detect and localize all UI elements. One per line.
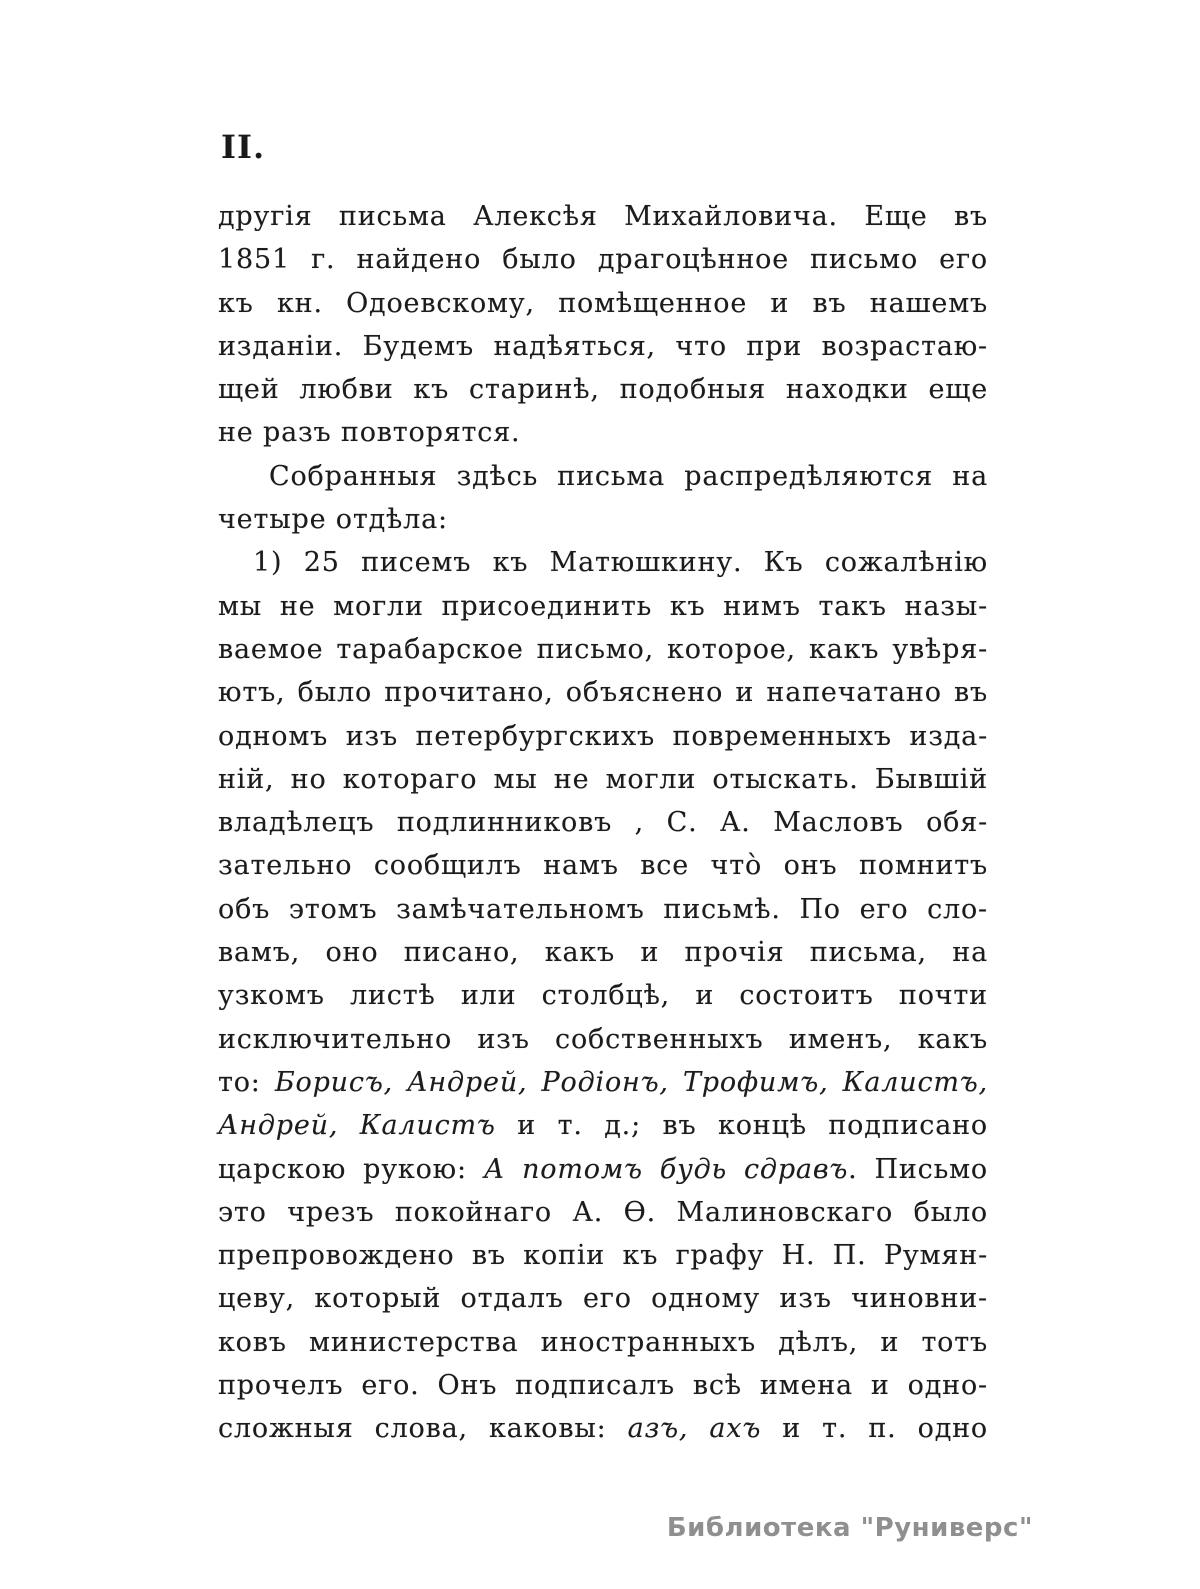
text-line [218, 1148, 988, 1191]
text-line [218, 801, 988, 844]
text-line [218, 1061, 988, 1104]
text-segment: щей любви къ старинѣ, подобныя находки еще [218, 374, 988, 406]
text-segment: четыре отдѣла: [218, 504, 448, 536]
text-line [218, 541, 988, 584]
text-segment: зательно сообщилъ намъ все что̀ онъ помнитъ [218, 850, 988, 882]
chapter-number-heading: II. [221, 128, 266, 166]
text-line [218, 585, 988, 628]
text-line [218, 498, 988, 541]
italic-text-segment: А потомъ будь сдравъ [483, 1153, 849, 1185]
text-segment: цеву, который отдалъ его одному изъ чиновни- [218, 1283, 988, 1315]
text-segment: 1) 25 писемъ къ Матюшкину. Къ сожалѣнію [253, 547, 988, 579]
text-line [218, 1234, 988, 1277]
text-segment: узкомъ листѣ или столбцѣ, и состоитъ почти [218, 980, 988, 1012]
italic-text-segment: Андрей, Калистъ [218, 1110, 496, 1142]
text-block [218, 195, 988, 1451]
text-segment: ній, но котораго мы не могли отыскать. Бывшій [218, 763, 988, 795]
text-line [218, 1191, 988, 1234]
text-line [218, 628, 988, 671]
text-segment: къ кн. Одоевскому, помѣщенное и въ нашемъ [218, 287, 988, 319]
text-line [218, 368, 988, 411]
text-segment: изданіи. Будемъ надѣяться, что при возрастаю- [218, 330, 988, 362]
text-line [218, 455, 988, 498]
text-line [218, 411, 988, 454]
text-segment: не разъ повторятся. [218, 417, 521, 449]
text-line [218, 1364, 988, 1407]
text-line [218, 195, 988, 238]
text-line [218, 238, 988, 281]
text-segment: прочелъ его. Онъ подписалъ всѣ имена и одно- [218, 1370, 988, 1402]
text-line [218, 325, 988, 368]
text-segment: 1851 г. найдено было драгоцѣнное письмо его [218, 244, 988, 276]
text-line [218, 974, 988, 1017]
text-segment: ютъ, было прочитано, объяснено и напечатано въ [218, 677, 988, 709]
text-line [218, 1321, 988, 1364]
text-segment: и т. п. одно [761, 1413, 988, 1445]
text-line [218, 931, 988, 974]
text-line [218, 671, 988, 714]
text-segment: и т. д.; въ концѣ подписано [495, 1110, 988, 1142]
text-segment: царскою рукою: [218, 1153, 484, 1185]
text-line [218, 844, 988, 887]
text-segment: препровождено въ копіи къ графу Н. П. Румян- [218, 1240, 988, 1272]
text-segment: сложныя слова, каковы: [218, 1413, 628, 1445]
text-line [218, 1104, 988, 1147]
text-segment: мы не могли присоединить къ нимъ такъ назы- [218, 590, 988, 622]
text-segment: объ этомъ замѣчательномъ письмѣ. По его сло- [218, 893, 988, 925]
text-line [218, 758, 988, 801]
text-line [218, 1277, 988, 1320]
library-watermark: Библиотека "Руниверс" [666, 1513, 1033, 1543]
text-segment: . Письмо [848, 1153, 988, 1185]
text-line [218, 1407, 988, 1450]
italic-text-segment: азъ, ахъ [627, 1413, 762, 1445]
text-segment: владѣлецъ подлинниковъ , С. А. Масловъ обя- [218, 807, 988, 839]
text-segment: исключительно изъ собственныхъ именъ, какъ [218, 1023, 988, 1055]
text-line [218, 715, 988, 758]
text-segment: одномъ изъ петербургскихъ повременныхъ изда- [218, 720, 988, 752]
text-segment: Собранныя здѣсь письма распредѣляются на [269, 460, 988, 492]
text-line [218, 888, 988, 931]
italic-text-segment: Борисъ, Андрей, Родіонъ, Трофимъ, Калистъ, [274, 1066, 988, 1098]
text-line [218, 1018, 988, 1061]
text-segment: вамъ, оно писано, какъ и прочія письма, на [218, 937, 988, 969]
text-segment: ваемое тарабарское письмо, которое, какъ увѣря- [218, 633, 988, 665]
text-segment: то: [218, 1066, 275, 1098]
text-segment: другія письма Алексѣя Михайловича. Еще въ [218, 201, 988, 232]
text-line [218, 282, 988, 325]
text-segment: ковъ министерства иностранныхъ дѣлъ, и тотъ [218, 1326, 988, 1358]
text-segment: это чрезъ покойнаго А. Ѳ. Малиновскаго было [218, 1196, 988, 1228]
